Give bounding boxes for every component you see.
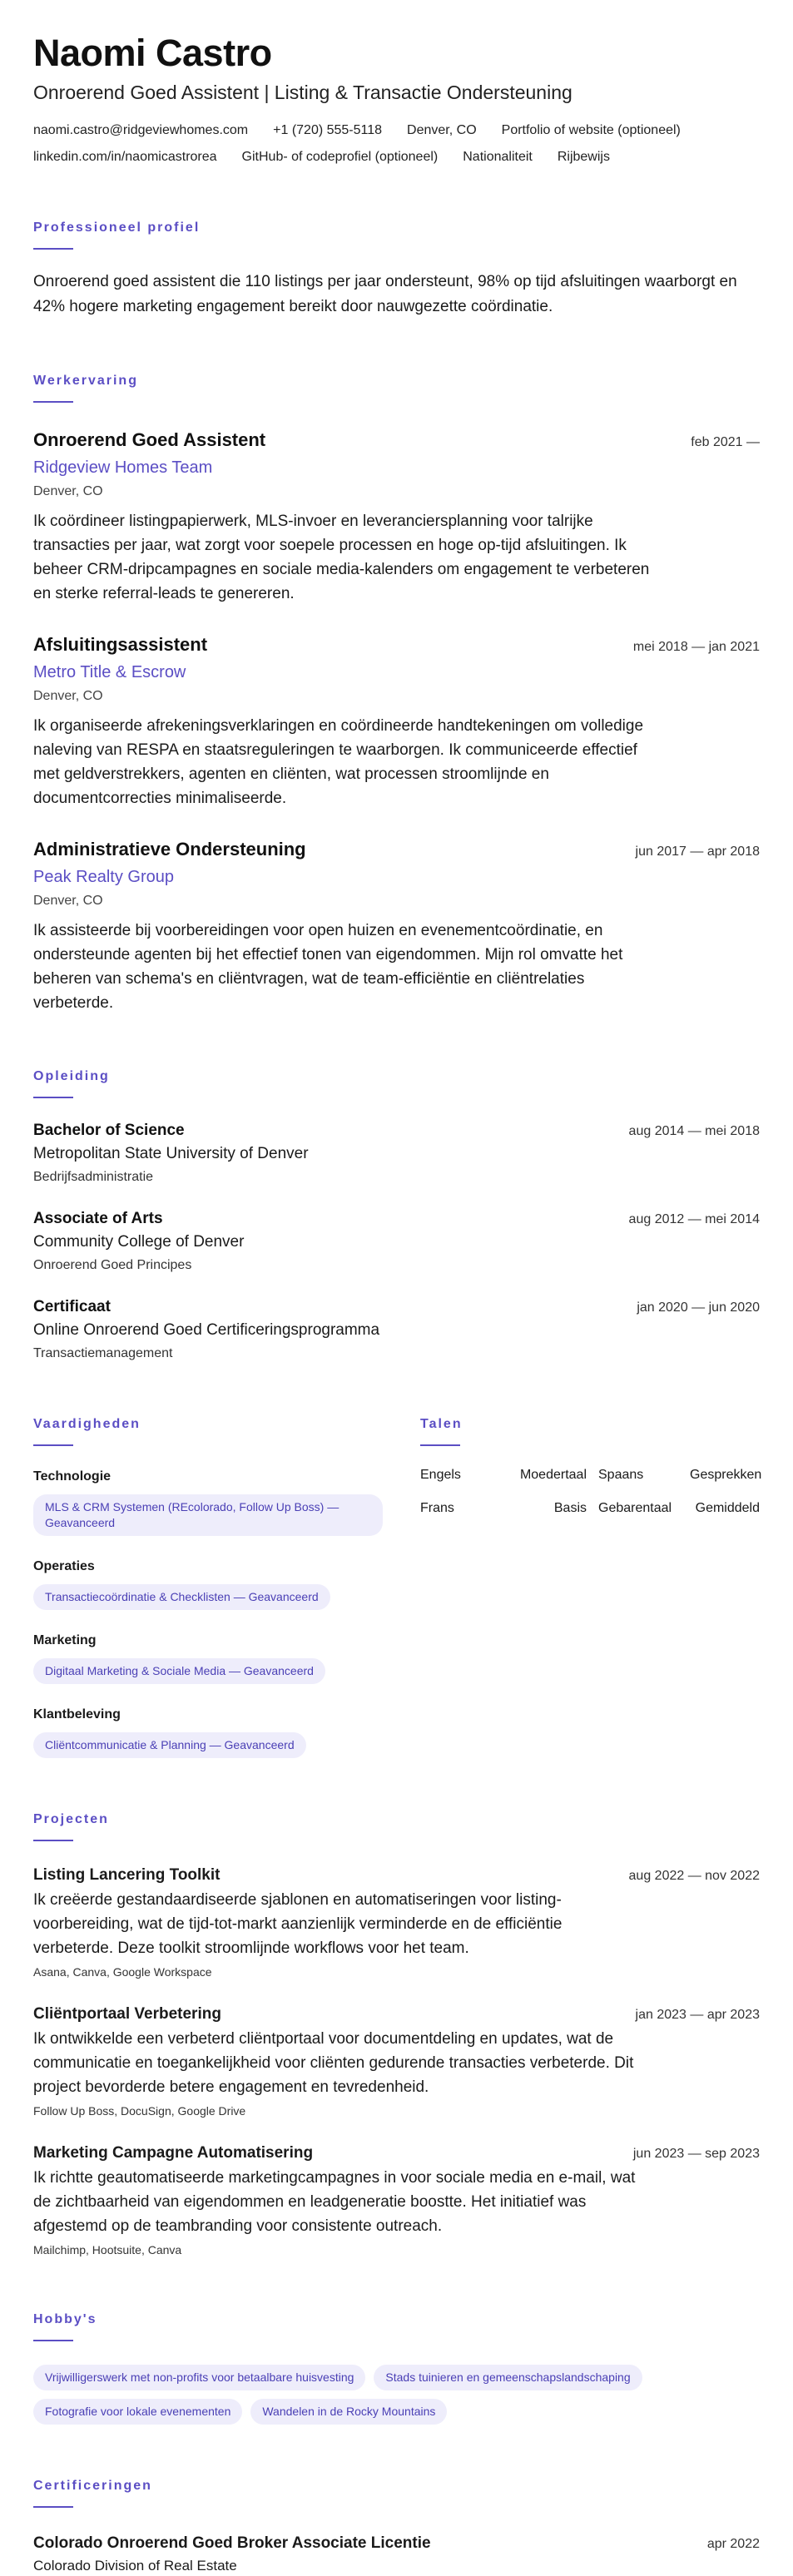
education-degree: Associate of Arts xyxy=(33,1210,163,1227)
language-name: Engels xyxy=(420,1468,461,1482)
candidate-headline: Onroerend Goed Assistent | Listing & Transactie Ondersteuning xyxy=(33,82,572,103)
project-date: jan 2023 — apr 2023 xyxy=(635,2008,760,2022)
project-tools: Asana, Canva, Google Workspace xyxy=(33,1965,212,1979)
education-field: Onroerend Goed Principes xyxy=(33,1258,192,1272)
project-title: Listing Lancering Toolkit xyxy=(33,1866,221,1884)
languages-section xyxy=(420,1416,760,1758)
hobby-chip: Wandelen in de Rocky Mountains xyxy=(250,2399,447,2425)
skill-group xyxy=(33,1468,420,1536)
project-entry xyxy=(33,2143,760,2258)
language-name: Spaans xyxy=(598,1468,644,1482)
job-description: Ik organiseerde afrekeningsverklaringen en coördineerde handtekeningen om volledige naleving van RESPA en staatsreguleringen te waarborgen. Ik communiceerde effectief met geldverstrekkers, agenten en cliënten, wat processen stroomlijnde en documentcorrecties minimaliseerde. xyxy=(33,717,644,807)
job-description: Ik coördineer listingpapierwerk, MLS-invoer en leveranciersplanning voor talrijke transacties per jaar, wat zorgt voor soepele processen en hoge op-tijd afsluitingen. Ik beheer CRM-dripcampagnes en sociale media-kalenders om engagement te verbeteren en sterke referral-leads te genereren. xyxy=(33,513,650,602)
project-description: Ik creëerde gestandaardiseerde sjablonen en automatiseringen voor listing-voorbereiding, wat de tijd-tot-markt aanzienlijk verminderde en de efficiëntie verbeterde. Deze toolkit stroomlijnde workflows voor het team. xyxy=(33,1891,563,1957)
job-date: jun 2017 — apr 2018 xyxy=(635,845,760,859)
education-school: Metropolitan State University of Denver xyxy=(33,1145,309,1162)
certification-name: Colorado Onroerend Goed Broker Associate Licentie xyxy=(33,2534,431,2552)
certifications-section xyxy=(33,2478,760,2576)
section-divider xyxy=(33,1444,73,1446)
skill-group xyxy=(33,1632,420,1684)
language-list xyxy=(420,1466,760,1518)
section-divider xyxy=(33,1840,73,1841)
contact-portfolio[interactable]: Portfolio of website (optioneel) xyxy=(501,123,681,137)
project-entry xyxy=(33,1865,760,1980)
skill-category: Marketing xyxy=(33,1633,97,1647)
education-field: Bedrijfsadministratie xyxy=(33,1170,154,1184)
contact-phone[interactable]: +1 (720) 555-5118 xyxy=(273,123,383,137)
profile-summary: Onroerend goed assistent die 110 listings per jaar ondersteunt, 98% op tijd afsluitingen waarborgt en 42% hogere marketing engagement bereikt door nauwgezette coördinatie. xyxy=(33,273,737,315)
section-divider xyxy=(33,248,73,250)
section-title: Hobby's xyxy=(33,2312,97,2326)
education-entry xyxy=(33,1296,760,1363)
contact-github[interactable]: GitHub- of codeprofiel (optioneel) xyxy=(241,150,439,164)
contact-linkedin[interactable]: linkedin.com/in/naomicastrorea xyxy=(33,150,217,164)
candidate-name: Naomi Castro xyxy=(33,32,272,74)
skill-category: Klantbeleving xyxy=(33,1707,121,1721)
project-tools: Follow Up Boss, DocuSign, Google Drive xyxy=(33,2104,246,2118)
job-entry xyxy=(33,837,760,1015)
language-level: Gemiddeld xyxy=(695,1501,760,1515)
contact-drivers-license: Rijbewijs xyxy=(557,150,610,164)
skill-chip: Digitaal Marketing & Sociale Media — Geavanceerd xyxy=(33,1658,325,1684)
education-date: jan 2020 — jun 2020 xyxy=(637,1300,760,1315)
certification-issuer: Colorado Division of Real Estate xyxy=(33,2558,237,2574)
job-location: Denver, CO xyxy=(33,484,103,498)
education-date: aug 2012 — mei 2014 xyxy=(628,1212,760,1226)
job-company: Metro Title & Escrow xyxy=(33,663,186,681)
section-title: Projecten xyxy=(33,1812,109,1826)
section-title: Certificeringen xyxy=(33,2479,152,2493)
language-level: Basis xyxy=(553,1501,587,1515)
project-description: Ik ontwikkelde een verbeterd cliëntportaal voor documentdeling en updates, wat de communicatie en toegankelijkheid voor cliënten gedurende transacties verbeterde. Dit project bevorderde betere engagement en tevredenheid. xyxy=(33,2030,634,2096)
skill-category: Technologie xyxy=(33,1469,112,1484)
job-location: Denver, CO xyxy=(33,689,103,703)
education-degree: Certificaat xyxy=(33,1298,111,1315)
skill-chip: MLS & CRM Systemen (REcolorado, Follow Up Boss) — Geavanceerd xyxy=(33,1494,383,1536)
education-entry xyxy=(33,1208,760,1275)
education-school: Online Onroerend Goed Certificeringsprogramma xyxy=(33,1321,380,1339)
job-company: Peak Realty Group xyxy=(33,868,174,886)
hobby-chip: Stads tuinieren en gemeenschapslandschaping xyxy=(374,2365,642,2390)
projects-section xyxy=(33,1811,760,2258)
job-title: Afsluitingsassistent xyxy=(33,634,208,655)
section-title: Talen xyxy=(420,1417,463,1431)
skill-group xyxy=(33,1706,420,1758)
job-entry xyxy=(33,428,760,606)
experience-section xyxy=(33,373,760,1015)
section-divider xyxy=(33,2506,73,2508)
job-location: Denver, CO xyxy=(33,894,103,908)
project-tools: Mailchimp, Hootsuite, Canva xyxy=(33,2243,182,2256)
section-title: Werkervaring xyxy=(33,374,138,388)
skill-category: Operaties xyxy=(33,1559,95,1573)
contact-list xyxy=(33,121,782,166)
contact-location: Denver, CO xyxy=(407,123,477,137)
hobbies-section xyxy=(33,2311,760,2425)
job-entry xyxy=(33,632,760,810)
skill-chip: Transactiecoördinatie & Checklisten — Geavanceerd xyxy=(33,1584,330,1610)
language-name: Frans xyxy=(420,1501,454,1515)
education-date: aug 2014 — mei 2018 xyxy=(628,1124,760,1138)
section-divider xyxy=(33,2340,73,2341)
hobby-list xyxy=(33,2360,766,2425)
project-title: Marketing Campagne Automatisering xyxy=(33,2144,314,2162)
skills-section xyxy=(33,1416,420,1758)
section-divider xyxy=(420,1444,460,1446)
language-level: Moedertaal xyxy=(519,1468,587,1482)
project-entry xyxy=(33,2004,760,2119)
language-level: Gesprekken xyxy=(690,1468,762,1482)
skills-languages-row xyxy=(33,1416,760,1758)
project-description: Ik richtte geautomatiseerde marketingcampagnes in voor sociale media en e-mail, wat de zichtbaarheid van eigendommen en leadgeneratie boostte. Het initiatief was afgestemd op de teambranding voor consistente outreach. xyxy=(33,2169,636,2235)
job-date: mei 2018 — jan 2021 xyxy=(632,640,760,654)
section-title: Professioneel profiel xyxy=(33,220,201,235)
education-entry xyxy=(33,1120,760,1186)
section-title: Vaardigheden xyxy=(33,1417,141,1431)
hobby-chip: Fotografie voor lokale evenementen xyxy=(33,2399,242,2425)
profile-section xyxy=(33,220,760,320)
section-title: Opleiding xyxy=(33,1069,110,1083)
resume-header xyxy=(33,32,760,166)
contact-nationality: Nationaliteit xyxy=(463,150,533,164)
hobby-chip: Vrijwilligerswerk met non-profits voor betaalbare huisvesting xyxy=(33,2365,365,2390)
project-title: Cliëntportaal Verbetering xyxy=(33,2005,221,2023)
section-divider xyxy=(33,1097,73,1098)
job-description: Ik assisteerde bij voorbereidingen voor open huizen en evenementcoördinatie, en ondersteunde agenten bij het effectief tonen van eigendommen. Mijn rol omvatte het beheren van schema's en cliëntvragen, wat de team-efficiëntie en cliëntrelaties verbeterde. xyxy=(33,922,623,1012)
section-divider xyxy=(33,401,73,403)
project-date: jun 2023 — sep 2023 xyxy=(632,2147,760,2161)
job-date: feb 2021 — xyxy=(691,435,760,449)
skill-chip: Cliëntcommunicatie & Planning — Geavanceerd xyxy=(33,1732,306,1758)
education-section xyxy=(33,1068,760,1363)
skill-group xyxy=(33,1558,420,1610)
job-company: Ridgeview Homes Team xyxy=(33,458,213,477)
education-degree: Bachelor of Science xyxy=(33,1122,185,1139)
certification-date: apr 2022 xyxy=(706,2537,760,2551)
job-title: Onroerend Goed Assistent xyxy=(33,429,266,450)
language-name: Gebarentaal xyxy=(598,1501,672,1515)
certification-entry xyxy=(33,2533,760,2576)
job-title: Administratieve Ondersteuning xyxy=(33,839,306,859)
education-field: Transactiemanagement xyxy=(33,1346,173,1360)
project-date: aug 2022 — nov 2022 xyxy=(628,1869,760,1883)
contact-email[interactable]: naomi.castro@ridgeviewhomes.com xyxy=(33,123,249,137)
education-school: Community College of Denver xyxy=(33,1233,245,1251)
